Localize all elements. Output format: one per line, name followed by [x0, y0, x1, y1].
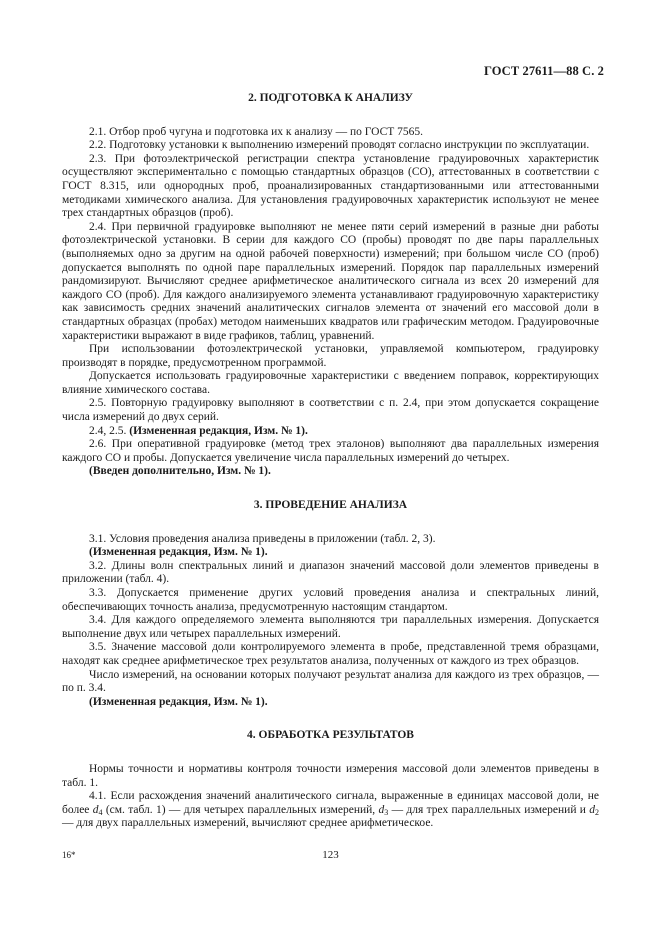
paragraph-3-2: 3.2. Длины волн спектральных линий и диапазон значений массовой доли элементов приведены в приложении (табл. 4). [62, 559, 599, 586]
p41-part-d: — для двух параллельных измерений, вычисляют среднее арифметическое. [62, 817, 434, 830]
document-body [62, 92, 599, 831]
section-title-3: 3. ПРОВЕДЕНИЕ АНАЛИЗА [253, 499, 408, 512]
paragraph-3-4: 3.4. Для каждого определяемого элемента выполняются три параллельных измерения. Допускается выполнение двух или четырех параллельных измерений. [62, 614, 599, 640]
page-number: 123 [322, 849, 339, 861]
paragraph-2-6: 2.6. При оперативной градуировке (метод трех эталонов) выполняют два параллельных измерения каждого СО и пробы. Допускается увеличение числа параллельных измерений до четырех. [62, 438, 599, 464]
symbol-d4-sub: 4 [98, 807, 103, 817]
paragraph-2-2: 2.2. Подготовку установки к выполнению измерений проводят согласно инструкции по эксплуатации. [89, 139, 590, 152]
symbol-d3: d [378, 803, 385, 816]
paragraph-2-3: 2.3. При фотоэлектрической регистрации спектра установление градуировочных характеристик осуществляют экспериментально с помощью стандартных образцов (СО), аттестованных в соответствии с ГОСТ 8.315, или однородных проб, проанализированных стандартизованными или аттестованными методиками химического анализа. Для установления градуировочных характеристик используют не менее трех стандартных образцов (проб). [62, 152, 599, 220]
paragraph-4-norms: Нормы точности и нормативы контроля точности измерения массовой доли элементов приведены в табл. 1. [62, 762, 599, 789]
paragraph-2-1: 2.1. Отбор проб чугуна и подготовка их к анализу — по ГОСТ 7565. [89, 125, 424, 138]
paragraph-3-5: 3.5. Значение массовой доли контролируемого элемента в пробе, представленной тремя образцами, находят как среднее арифметическое трех результатов анализа, полученных от каждого из трех образцов. [62, 641, 599, 667]
edit-note-text: (Измененная редакция, Изм. № 1). [129, 424, 308, 437]
p41-part-b: (см. табл. 1) — для четырех параллельных измерений, [105, 803, 376, 816]
paragraph-2-4: 2.4. При первичной градуировке выполняют не менее пяти серий измерений в разные дни работы фотоэлектрической установки. В серии для каждого СО (пробы) проводят по две пары параллельных (выполняемых одно за другим на одной рабочей поверхности) измерений; при большом числе СО (проб) допускается выполнять по одной паре параллельных измерений. Порядок пар параллельных измерений рандомизируют. Вычисляют среднее арифметическое аналитического сигнала из всех 20 измерений для каждого СО (проб). Для каждого анализируемого элемента устанавливают градуировочную характеристику как зависимость средних значений аналитических сигналов элемента от значений его массовой доли в стандартных образцах (пробах) методом наименьших квадратов или графическим методом. Градуировочные характеристики выражают в виде графиков, таблиц, уравнений. [62, 220, 599, 342]
added-note-2-6: (Введен дополнительно, Изм. № 1). [89, 465, 271, 478]
section-title-4: 4. ОБРАБОТКА РЕЗУЛЬТАТОВ [247, 729, 414, 742]
symbol-d3-sub: 3 [384, 807, 389, 817]
paragraph-4-1 [62, 790, 599, 831]
edit-note-prefix: 2.4, 2.5. [89, 424, 127, 437]
symbol-d2-sub: 2 [595, 807, 600, 817]
page-header-standard: ГОСТ 27611—88 С. 2 [483, 64, 604, 78]
symbol-d4: d [92, 803, 99, 816]
p41-part-c: — для трех параллельных измерений и [391, 803, 586, 816]
paragraph-2-5: 2.5. Повторную градуировку выполняют в соответствии с п. 2.4, при этом допускается сокращение числа измерений до двух серий. [62, 397, 599, 424]
paragraph-3-1: 3.1. Условия проведения анализа приведены в приложении (табл. 2, 3). [89, 532, 436, 545]
edit-note-2-4-2-5 [62, 425, 599, 439]
section-title-2: 2. ПОДГОТОВКА К АНАЛИЗУ [248, 92, 413, 104]
p41-part-a: 4.1. Если расхождения значений аналитического сигнала, выраженные в единицах массовой доли, не более [62, 790, 599, 816]
paragraph-3-3: 3.3. Допускается применение других условий проведения анализа и спектральных линий, обеспечивающих точность анализа, предусмотренную настоящим стандартом. [62, 587, 599, 613]
symbol-d2: d [589, 803, 596, 816]
paragraph-2-4-corrections: Допускается использовать градуировочные характеристики с введением поправок, корректирующих влияние химического состава. [62, 370, 599, 396]
edit-note-3-1: (Измененная редакция, Изм. № 1). [89, 546, 268, 559]
paragraph-2-4-computer: При использовании фотоэлектрической установки, управляемой компьютером, градуировку производят в порядке, предусмотренном программой. [62, 343, 599, 369]
footer-sheet-mark: 16* [62, 850, 76, 860]
paragraph-3-5-count: Число измерений, на основании которых получают результат анализа для каждого из трех образцов, — по п. 3.4. [62, 668, 599, 695]
edit-note-3-5: (Измененная редакция, Изм. № 1). [89, 695, 268, 708]
